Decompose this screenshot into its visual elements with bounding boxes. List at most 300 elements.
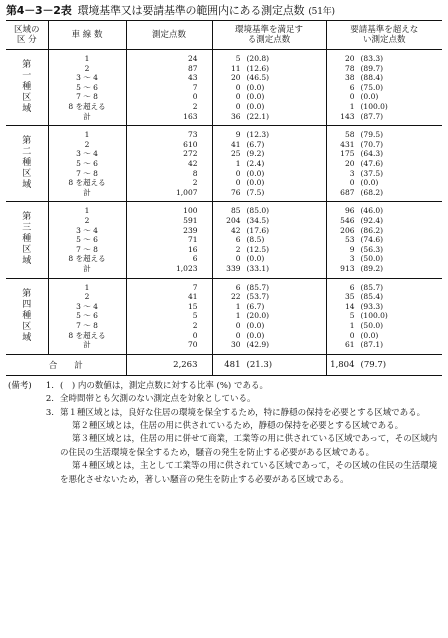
value-pair (327, 321, 443, 331)
req-percent: (92.4) (360, 215, 384, 225)
env-count: 85 (230, 206, 241, 216)
env-percent: (33.1) (246, 263, 270, 273)
lanes-cell (48, 126, 126, 202)
req-count: 3 (349, 168, 355, 178)
area-category-char: 三 (22, 223, 32, 234)
lane-label: 1 (84, 130, 90, 140)
value-pair (213, 226, 326, 236)
area-category-char: 一 (22, 71, 32, 82)
env-percent: (12.5) (246, 244, 270, 254)
notes-head: (備考) (8, 380, 32, 391)
req-percent: (93.3) (360, 301, 384, 311)
value-pair (213, 159, 326, 169)
env-percent: (85.7) (246, 282, 270, 292)
req-percent: (79.5) (360, 130, 384, 140)
lane-label: 3 ～ 4 (76, 225, 98, 235)
value-pair (327, 149, 443, 159)
env-percent: (0.0) (246, 320, 265, 330)
measured-value: 15 (187, 301, 198, 311)
note-index: 2. (45, 394, 54, 405)
value-pair (327, 254, 443, 264)
value-pair (213, 245, 326, 255)
value-pair (327, 130, 443, 140)
req-percent: (74.6) (360, 235, 384, 245)
note-text: 全時間帯とも欠測のない測定点を対象としている。 (60, 394, 256, 405)
measured-value: 163 (183, 111, 198, 121)
env-count: 0 (235, 101, 241, 111)
area-category-char: 種 (22, 234, 32, 245)
lane-label: 2 (84, 215, 90, 225)
note-text: ( ) 内の数値は，測定点数に対する比率 (%) である。 (60, 380, 268, 391)
value-pair (327, 188, 443, 198)
total-within-env: 481 (21.3) (212, 354, 326, 375)
value-pair (327, 73, 443, 83)
exceed-req-cell (326, 278, 442, 354)
header-measured: 測定点数 (126, 21, 212, 50)
measured-value: 73 (187, 130, 198, 140)
header-lanes: 車 線 数 (48, 21, 126, 50)
req-percent: (85.7) (360, 282, 384, 292)
env-count: 25 (230, 149, 241, 159)
measured-value: 7 (192, 82, 198, 92)
value-pair (213, 73, 326, 83)
header-area: 区域の 区 分 (6, 21, 48, 50)
env-count: 1 (235, 301, 241, 311)
req-count: 6 (349, 282, 355, 292)
value-pair (327, 206, 443, 216)
table-year: (51年) (308, 7, 335, 17)
total-label: 合 計 (6, 354, 126, 375)
req-count: 143 (340, 111, 355, 121)
lane-label: 8 を超える (68, 178, 106, 188)
req-count: 20 (344, 54, 355, 64)
req-count: 53 (344, 235, 355, 245)
area-category-char: 区 (22, 245, 32, 256)
header-within-env: 環境基準を満足す る測定点数 (212, 21, 326, 50)
env-percent: (22.1) (246, 111, 270, 121)
area-category-char: 四 (22, 299, 32, 310)
env-count: 0 (235, 254, 241, 264)
value-pair (327, 245, 443, 255)
measured-value: 239 (183, 225, 198, 235)
req-count: 913 (340, 263, 355, 273)
env-percent: (0.0) (246, 92, 265, 102)
env-percent: (0.0) (246, 178, 265, 188)
measured-value: 7 (192, 282, 198, 292)
value-pair (327, 235, 443, 245)
req-percent: (70.7) (360, 139, 384, 149)
area-category-char: 域 (22, 332, 32, 343)
measured-value: 0 (192, 330, 198, 340)
measured-value: 87 (187, 63, 198, 73)
measured-value: 2 (192, 101, 198, 111)
note-item (8, 393, 442, 406)
value-pair (327, 178, 443, 188)
area-category-char: 区 (22, 169, 32, 180)
area-category-char: 種 (22, 158, 32, 169)
req-percent: (50.0) (360, 254, 384, 264)
req-percent: (86.2) (360, 225, 384, 235)
req-count: 14 (344, 301, 355, 311)
value-pair (327, 283, 443, 293)
env-count: 41 (230, 139, 241, 149)
env-count: 1 (235, 311, 241, 321)
env-count: 204 (226, 215, 241, 225)
req-percent: (0.0) (360, 330, 379, 340)
value-pair (327, 102, 443, 112)
value-pair (327, 264, 443, 274)
total-exceed-req: 1,804 (79.7) (326, 354, 442, 375)
req-percent: (64.3) (360, 149, 384, 159)
lane-label: 計 (83, 263, 91, 273)
lanes-cell (48, 50, 126, 126)
notes-head (8, 407, 38, 420)
value-pair (213, 149, 326, 159)
note-paragraph: 第４種区域とは，主として工業等の用に供されている区域であって，その区域の住民の生活環境を悪化させないため，著しい騒音の発生を防止する必要がある区域である。 (60, 461, 438, 485)
area-category (6, 126, 48, 202)
area-category-char: 第 (22, 136, 32, 147)
area-category-char: 第 (22, 288, 32, 299)
header-row (6, 21, 442, 50)
env-count: 22 (230, 292, 241, 302)
lanes-cell (48, 202, 126, 278)
measured-value: 24 (187, 54, 198, 64)
measured-value: 2 (192, 320, 198, 330)
value-pair (213, 235, 326, 245)
env-count: 5 (235, 54, 241, 64)
value-pair (327, 302, 443, 312)
req-percent: (87.7) (360, 111, 384, 121)
env-percent: (12.6) (246, 63, 270, 73)
value-pair (327, 140, 443, 150)
env-percent: (85.0) (246, 206, 270, 216)
note-paragraph: 第３種区域とは，住居の用に併せて商業，工業等の用に供されている区域であって，その区域内の住民の生活環境を保全するため，騒音の発生を防止する必要がある区域である。 (60, 434, 438, 458)
area-category (6, 50, 48, 126)
lane-label: 7 ～ 8 (76, 92, 98, 102)
lane-label: 8 を超える (68, 254, 106, 264)
exceed-req-cell (326, 126, 442, 202)
measured-value: 8 (192, 168, 198, 178)
req-percent: (100.0) (360, 101, 388, 111)
env-count: 1 (235, 158, 241, 168)
value-pair (327, 64, 443, 74)
group-row (6, 126, 442, 202)
measured-value: 610 (183, 139, 198, 149)
measured-value: 6 (192, 254, 198, 264)
value-pair (327, 311, 443, 321)
env-count: 0 (235, 92, 241, 102)
req-count: 6 (349, 82, 355, 92)
value-pair (327, 92, 443, 102)
env-count: 0 (235, 330, 241, 340)
measured-value: 41 (187, 292, 198, 302)
req-percent: (37.5) (360, 168, 384, 178)
value-pair (213, 206, 326, 216)
lane-label: 7 ～ 8 (76, 244, 98, 254)
req-count: 38 (344, 73, 355, 83)
measured-value: 1,007 (176, 187, 198, 197)
measured-value: 0 (192, 92, 198, 102)
req-count: 9 (349, 244, 355, 254)
req-percent: (56.3) (360, 244, 384, 254)
value-pair (213, 64, 326, 74)
req-count: 5 (349, 311, 355, 321)
req-percent: (100.0) (360, 311, 388, 321)
lane-label: 2 (84, 63, 90, 73)
group-row (6, 278, 442, 354)
area-category-char: 域 (22, 256, 32, 267)
env-count: 11 (230, 63, 241, 73)
notes-head (8, 393, 38, 406)
header-exceed-req: 要請基準を超えな い測定点数 (326, 21, 442, 50)
env-count: 76 (230, 187, 241, 197)
value-pair (327, 340, 443, 350)
value-pair (213, 292, 326, 302)
value-pair (327, 159, 443, 169)
value-pair (213, 169, 326, 179)
env-percent: (46.5) (246, 73, 270, 83)
value-pair (213, 83, 326, 93)
req-percent: (89.2) (360, 263, 384, 273)
env-count: 2 (235, 244, 241, 254)
lane-label: 2 (84, 292, 90, 302)
lane-label: 5 ～ 6 (76, 311, 98, 321)
req-count: 96 (344, 206, 355, 216)
lane-label: 3 ～ 4 (76, 149, 98, 159)
env-percent: (42.9) (246, 340, 270, 350)
req-percent: (0.0) (360, 92, 379, 102)
value-pair (213, 283, 326, 293)
value-pair (213, 216, 326, 226)
value-pair (213, 340, 326, 350)
req-percent: (75.0) (360, 82, 384, 92)
req-count: 35 (344, 292, 355, 302)
req-count: 58 (344, 130, 355, 140)
env-percent: (34.5) (246, 215, 270, 225)
measured-value: 1,023 (176, 263, 198, 273)
req-percent: (47.6) (360, 158, 384, 168)
lane-label: 8 を超える (68, 101, 106, 111)
value-pair (213, 54, 326, 64)
measured-value: 71 (187, 235, 198, 245)
req-percent: (85.4) (360, 292, 384, 302)
req-count: 0 (349, 92, 355, 102)
env-percent: (17.6) (246, 225, 270, 235)
lane-label: 計 (83, 187, 91, 197)
lane-label: 1 (84, 206, 90, 216)
total-row (6, 354, 442, 375)
area-category-char: 二 (22, 147, 32, 158)
area-category-char: 区 (22, 93, 32, 104)
area-category-char: 種 (22, 82, 32, 93)
lane-label: 3 ～ 4 (76, 73, 98, 83)
area-category-char: 第 (22, 60, 32, 71)
note-item (8, 380, 442, 393)
req-percent: (89.7) (360, 63, 384, 73)
value-pair (213, 302, 326, 312)
value-pair (213, 331, 326, 341)
env-percent: (0.0) (246, 330, 265, 340)
value-pair (327, 226, 443, 236)
within-env-cell (212, 50, 326, 126)
area-category-char: 第 (22, 212, 32, 223)
req-count: 206 (340, 225, 355, 235)
env-percent: (8.5) (246, 235, 265, 245)
env-count: 9 (235, 130, 241, 140)
measured-value: 591 (183, 215, 198, 225)
req-count: 20 (344, 158, 355, 168)
env-percent: (20.8) (246, 54, 270, 64)
value-pair (213, 92, 326, 102)
req-percent: (68.2) (360, 187, 384, 197)
value-pair (213, 130, 326, 140)
lane-label: 計 (83, 111, 91, 121)
data-table (6, 20, 442, 376)
env-count: 6 (235, 235, 241, 245)
env-percent: (6.7) (246, 301, 265, 311)
value-pair (213, 311, 326, 321)
lane-label: 3 ～ 4 (76, 301, 98, 311)
value-pair (213, 254, 326, 264)
value-pair (213, 178, 326, 188)
env-percent: (0.0) (246, 82, 265, 92)
req-count: 1 (349, 320, 355, 330)
lane-label: 2 (84, 139, 90, 149)
env-count: 339 (226, 263, 241, 273)
note-text: 第１種区域とは，良好な住居の環境を保全するため，特に静穏の保持を必要とする区域である。 (60, 407, 426, 418)
env-count: 30 (230, 340, 241, 350)
lanes-cell (48, 278, 126, 354)
lane-label: 7 ～ 8 (76, 320, 98, 330)
env-percent: (2.4) (246, 158, 265, 168)
measured-cell (126, 202, 212, 278)
note-item (8, 407, 442, 420)
value-pair (213, 112, 326, 122)
lane-label: 5 ～ 6 (76, 82, 98, 92)
measured-value: 16 (187, 244, 198, 254)
lane-label: 1 (84, 282, 90, 292)
measured-cell (126, 278, 212, 354)
area-category-char: 区 (22, 321, 32, 332)
measured-cell (126, 126, 212, 202)
value-pair (213, 188, 326, 198)
within-env-cell (212, 126, 326, 202)
area-category-char: 域 (22, 180, 32, 191)
measured-value: 2 (192, 178, 198, 188)
within-env-cell (212, 202, 326, 278)
env-percent: (12.3) (246, 130, 270, 140)
measured-value: 272 (183, 149, 198, 159)
req-percent: (0.0) (360, 178, 379, 188)
group-row (6, 202, 442, 278)
value-pair (213, 140, 326, 150)
env-percent: (20.0) (246, 311, 270, 321)
value-pair (327, 83, 443, 93)
exceed-req-cell (326, 202, 442, 278)
req-count: 61 (344, 340, 355, 350)
value-pair (327, 54, 443, 64)
value-pair (327, 169, 443, 179)
value-pair (213, 321, 326, 331)
group-row (6, 50, 442, 126)
env-percent: (0.0) (246, 254, 265, 264)
within-env-cell (212, 278, 326, 354)
req-count: 78 (344, 63, 355, 73)
lane-label: 計 (83, 340, 91, 350)
measured-cell (126, 50, 212, 126)
req-count: 3 (349, 254, 355, 264)
env-percent: (0.0) (246, 168, 265, 178)
lane-label: 5 ～ 6 (76, 158, 98, 168)
env-count: 42 (230, 225, 241, 235)
lane-label: 7 ～ 8 (76, 168, 98, 178)
note-paragraph: 第２種区域とは，住居の用に供されているため，静穏の保持を必要とする区域である。 (72, 420, 404, 431)
value-pair (213, 264, 326, 274)
value-pair (327, 216, 443, 226)
req-count: 546 (340, 215, 355, 225)
env-percent: (0.0) (246, 101, 265, 111)
table-number: 第4－3－2表 (6, 4, 72, 17)
req-count: 0 (349, 178, 355, 188)
measured-value: 43 (187, 73, 198, 83)
req-count: 0 (349, 330, 355, 340)
value-pair (213, 102, 326, 112)
notes (6, 380, 442, 487)
lane-label: 1 (84, 54, 90, 64)
env-percent: (7.5) (246, 187, 265, 197)
env-percent: (6.7) (246, 139, 265, 149)
req-percent: (83.3) (360, 54, 384, 64)
note-index: 1. (45, 380, 54, 391)
env-percent: (9.2) (246, 149, 265, 159)
env-count: 0 (235, 168, 241, 178)
req-percent: (87.1) (360, 340, 384, 350)
lane-label: 5 ～ 6 (76, 235, 98, 245)
value-pair (327, 112, 443, 122)
measured-value: 100 (183, 206, 198, 216)
env-percent: (53.7) (246, 292, 270, 302)
req-percent: (46.0) (360, 206, 384, 216)
req-percent: (88.4) (360, 73, 384, 83)
area-category (6, 278, 48, 354)
area-category-char: 種 (22, 310, 32, 321)
table-title (6, 4, 442, 20)
table-title-text: 環境基準又は要請基準の範囲内にある測定点数 (77, 4, 305, 17)
total-measured: 2,263 (126, 354, 212, 375)
env-count: 0 (235, 178, 241, 188)
measured-value: 42 (187, 158, 198, 168)
env-count: 20 (230, 73, 241, 83)
req-percent: (50.0) (360, 320, 384, 330)
env-count: 6 (235, 282, 241, 292)
req-count: 175 (340, 149, 355, 159)
value-pair (327, 292, 443, 302)
value-pair (327, 331, 443, 341)
req-count: 1 (349, 101, 355, 111)
measured-value: 70 (187, 340, 198, 350)
req-count: 431 (340, 139, 355, 149)
note-index: 3. (45, 407, 54, 418)
area-category-char: 域 (22, 104, 32, 115)
exceed-req-cell (326, 50, 442, 126)
env-count: 0 (235, 320, 241, 330)
env-count: 0 (235, 82, 241, 92)
measured-value: 5 (192, 311, 198, 321)
req-count: 687 (340, 187, 355, 197)
env-count: 36 (230, 111, 241, 121)
area-category (6, 202, 48, 278)
lane-label: 8 を超える (68, 330, 106, 340)
